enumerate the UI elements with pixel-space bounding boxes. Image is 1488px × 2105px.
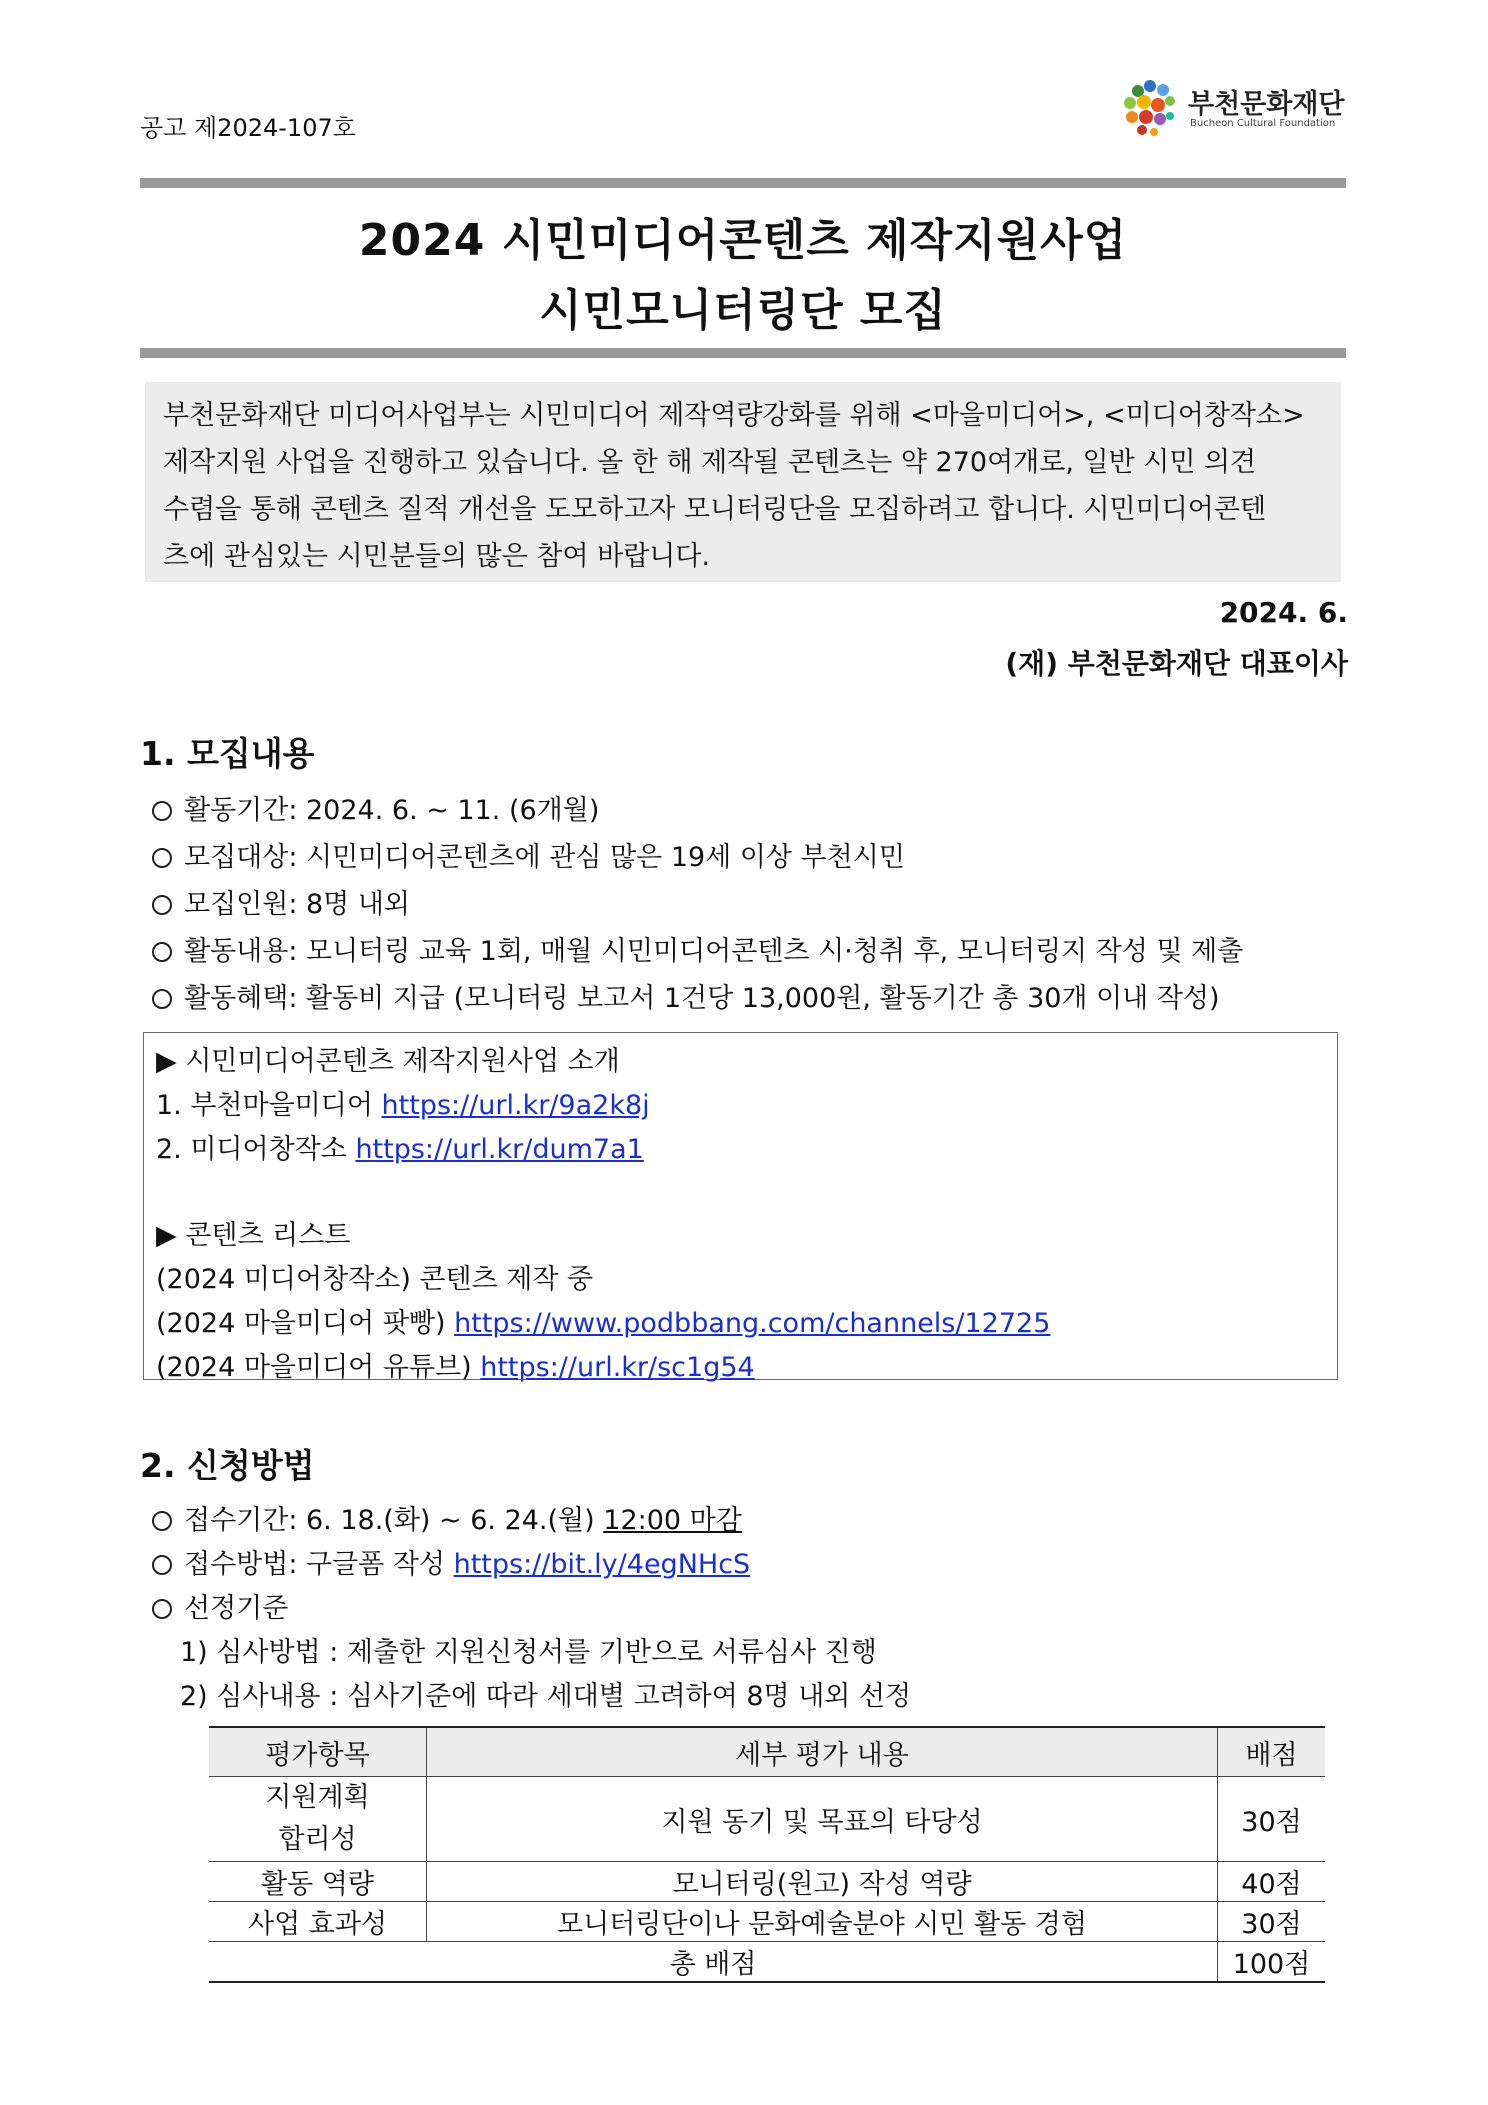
page-title-line1: 2024 시민미디어콘텐츠 제작지원사업 [358, 215, 1128, 266]
content-list-item: (2024 미디어창작소) 콘텐츠 제작 중 [156, 1264, 594, 1295]
info-link-row: 1. 부천마을미디어 https://url.kr/9a2k8j [156, 1090, 650, 1121]
page-title-line2: 시민모니터링단 모집 [539, 285, 947, 336]
table-row [209, 1862, 1325, 1902]
list-item: 접수기간: 6. 18.(화) ~ 6. 24.(월) 12:00 마감 [152, 1498, 742, 1537]
notice-number: 공고 제2024-107호 [140, 114, 356, 142]
title-bottom-bar [140, 348, 1346, 358]
list-item: 선정기준 [152, 1586, 288, 1625]
table-cell-detail: 모니터링단이나 문화예술분야 시민 활동 경험 [427, 1902, 1218, 1942]
foundation-logo [1118, 76, 1358, 142]
info-heading-intro: ▶ 시민미디어콘텐츠 제작지원사업 소개 [156, 1046, 620, 1077]
table-total-label: 총 배점 [209, 1942, 1218, 1983]
content-list-item: (2024 마을미디어 유튜브) https://url.kr/sc1g54 [156, 1352, 755, 1383]
list-item: 활동기간: 2024. 6. ~ 11. (6개월) [152, 788, 599, 827]
section-title-recruitment: 1. 모집내용 [140, 734, 315, 773]
table-cell-item: 사업 효과성 [209, 1902, 427, 1942]
circle-bullet-icon [152, 989, 172, 1009]
circle-bullet-icon [152, 801, 172, 821]
notice-organization: (재) 부천문화재단 대표이사 [1005, 647, 1348, 680]
podbbang-channel-link[interactable]: https://www.podbbang.com/channels/12725 [454, 1308, 1051, 1339]
table-header-row [209, 1727, 1325, 1777]
table-row [209, 1902, 1325, 1942]
program-info-box [143, 1032, 1338, 1383]
list-item: 활동내용: 모니터링 교육 1회, 매월 시민미디어콘텐츠 시·청취 후, 모니터링지 작성 및 제출 [152, 929, 1243, 968]
table-cell-score: 40점 [1218, 1862, 1326, 1902]
section-title-application: 2. 신청방법 [140, 1446, 315, 1485]
list-item: 모집인원: 8명 내외 [152, 882, 410, 921]
table-header-cell: 평가항목 [209, 1727, 427, 1777]
circle-bullet-icon [152, 1511, 172, 1531]
google-form-link[interactable]: https://bit.ly/4egNHcS [453, 1549, 751, 1580]
criteria-sub-item: 2) 심사내용 : 심사기준에 따라 세대별 고려하여 8명 내외 선정 [180, 1681, 912, 1712]
logo-mark-icon [1118, 76, 1182, 140]
circle-bullet-icon [152, 942, 172, 962]
table-row [209, 1777, 1325, 1862]
table-cell-detail: 지원 동기 및 목표의 타당성 [427, 1777, 1218, 1862]
circle-bullet-icon [152, 1599, 172, 1619]
notice-date: 2024. 6. [1219, 596, 1348, 629]
table-total-score: 100점 [1218, 1942, 1326, 1983]
info-heading-content-list: ▶ 콘텐츠 리스트 [156, 1220, 351, 1251]
table-header-cell: 세부 평가 내용 [427, 1727, 1218, 1777]
youtube-channel-link[interactable]: https://url.kr/sc1g54 [480, 1352, 755, 1383]
intro-line: 부천문화재단 미디어사업부는 시민미디어 제작역량강화를 위해 <마을미디어>, <미디어창작소> [163, 400, 1305, 431]
content-list-item: (2024 마을미디어 팟빵) https://www.podbbang.com/channels/12725 [156, 1308, 1051, 1339]
list-item: 활동혜택: 활동비 지급 (모니터링 보고서 1건당 13,000원, 활동기간 총 30개 이내 작성) [152, 976, 1220, 1015]
bucheon-village-media-link[interactable]: https://url.kr/9a2k8j [381, 1090, 650, 1121]
circle-bullet-icon [152, 848, 172, 868]
list-item: 모집대상: 시민미디어콘텐츠에 관심 많은 19세 이상 부천시민 [152, 835, 905, 874]
media-center-link[interactable]: https://url.kr/dum7a1 [355, 1134, 644, 1165]
intro-line: 츠에 관심있는 시민분들의 많은 참여 바랍니다. [163, 541, 711, 572]
table-cell-detail: 모니터링(원고) 작성 역량 [427, 1862, 1218, 1902]
table-header-cell: 배점 [1218, 1727, 1326, 1777]
criteria-sub-item: 1) 심사방법 : 제출한 지원신청서를 기반으로 서류심사 진행 [180, 1637, 877, 1668]
intro-box [145, 382, 1341, 582]
table-cell-score: 30점 [1218, 1902, 1326, 1942]
logo-korean-name: 부천문화재단 [1188, 89, 1345, 120]
deadline-time: 12:00 마감 [603, 1505, 742, 1536]
info-link-row: 2. 미디어창작소 https://url.kr/dum7a1 [156, 1134, 644, 1165]
logo-english-name: Bucheon Cultural Foundation [1190, 118, 1336, 129]
circle-bullet-icon [152, 1555, 172, 1575]
circle-bullet-icon [152, 895, 172, 915]
evaluation-table [209, 1726, 1325, 1983]
table-cell-score: 30점 [1218, 1777, 1326, 1862]
title-top-bar [140, 178, 1346, 188]
list-item: 접수방법: 구글폼 작성 https://bit.ly/4egNHcS [152, 1542, 750, 1581]
table-total-row [209, 1942, 1325, 1983]
intro-line: 수렴을 통해 콘텐츠 질적 개선을 도모하고자 모니터링단을 모집하려고 합니다. 시민미디어콘텐 [163, 494, 1267, 525]
table-cell-item: 활동 역량 [209, 1862, 427, 1902]
table-cell-item: 지원계획 합리성 [209, 1777, 427, 1862]
intro-line: 제작지원 사업을 진행하고 있습니다. 올 한 해 제작될 콘텐츠는 약 270여개로, 일반 시민 의견 [163, 447, 1257, 478]
